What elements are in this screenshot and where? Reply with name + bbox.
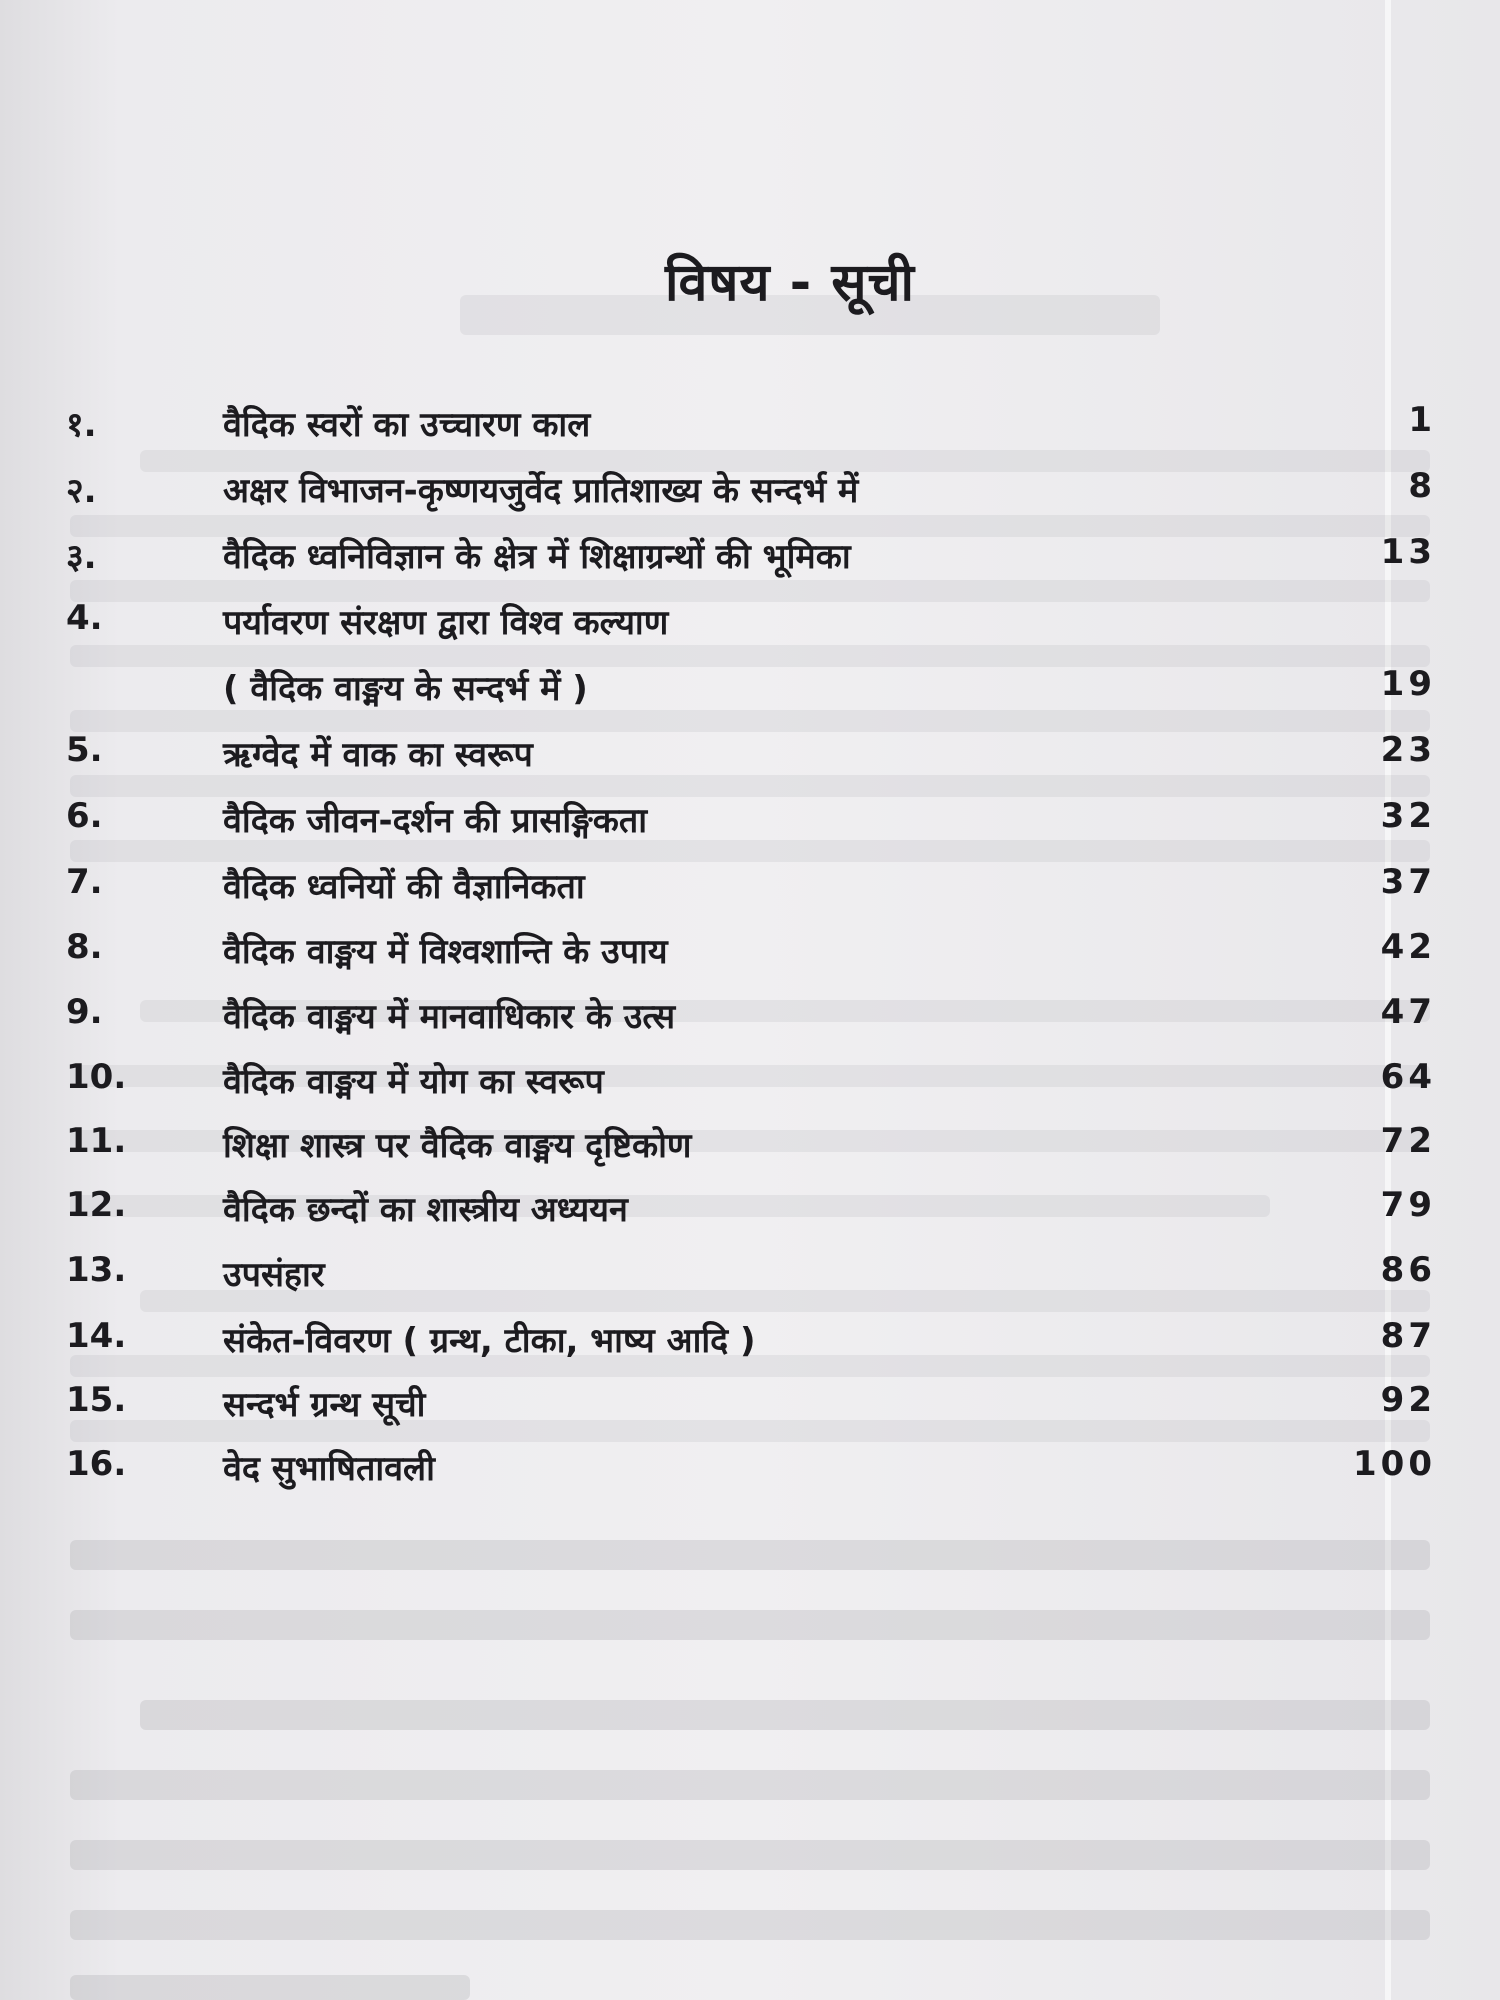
entry-number: 7. xyxy=(66,862,103,902)
entry-title: वैदिक ध्वनिविज्ञान के क्षेत्र में शिक्षाग्रन्थों की भूमिका xyxy=(223,537,851,577)
toc-entry xyxy=(66,598,1436,728)
entry-number: 10. xyxy=(66,1057,127,1097)
entry-page: 86 xyxy=(1380,1250,1436,1290)
entry-title: वेद सुभाषितावली xyxy=(223,1449,435,1489)
toc-entry xyxy=(66,1057,1436,1117)
entry-number: 12. xyxy=(66,1185,127,1225)
entry-page: 13 xyxy=(1380,532,1436,572)
toc-entry xyxy=(66,532,1436,592)
entry-title: वैदिक ध्वनियों की वैज्ञानिकता xyxy=(223,867,585,907)
toc-entry xyxy=(66,1250,1436,1310)
entry-number: 16. xyxy=(66,1444,127,1484)
toc-entry xyxy=(66,466,1436,526)
toc-entry xyxy=(66,1316,1436,1376)
entry-title: वैदिक वाङ्मय में मानवाधिकार के उत्स xyxy=(223,997,676,1037)
entry-title: सन्दर्भ ग्रन्थ सूची xyxy=(223,1385,426,1425)
entry-title: उपसंहार xyxy=(223,1255,325,1295)
entry-page: 47 xyxy=(1380,992,1436,1032)
bleed-through-text xyxy=(70,1840,1430,1870)
entry-page: 79 xyxy=(1380,1185,1436,1225)
toc-entry xyxy=(66,1380,1436,1440)
entry-page: 100 xyxy=(1353,1444,1436,1484)
toc-entry xyxy=(66,1444,1436,1504)
entry-page: 19 xyxy=(1380,664,1436,704)
toc-entry xyxy=(66,1121,1436,1181)
entry-page: 87 xyxy=(1380,1316,1436,1356)
toc-entry xyxy=(66,400,1436,460)
toc-entry xyxy=(66,862,1436,922)
entry-number: 8. xyxy=(66,927,103,967)
entry-number: १. xyxy=(66,405,97,445)
toc-entry xyxy=(66,1185,1436,1245)
entry-page: 8 xyxy=(1408,466,1436,506)
entry-number: 15. xyxy=(66,1380,127,1420)
toc-entry xyxy=(66,992,1436,1052)
entry-title: शिक्षा शास्त्र पर वैदिक वाङ्मय दृष्टिकोण xyxy=(223,1126,692,1166)
entry-page: 32 xyxy=(1380,796,1436,836)
entry-number: 6. xyxy=(66,796,103,836)
entry-number: 13. xyxy=(66,1250,127,1290)
entry-title: वैदिक स्वरों का उच्चारण काल xyxy=(223,405,591,445)
entry-page: 23 xyxy=(1380,730,1436,770)
entry-page: 1 xyxy=(1408,400,1436,440)
entry-number: 11. xyxy=(66,1121,127,1161)
entry-number: ३. xyxy=(66,537,97,577)
entry-title: अक्षर विभाजन-कृष्णयजुर्वेद प्रातिशाख्य के सन्दर्भ में xyxy=(223,471,859,511)
entry-number: 14. xyxy=(66,1316,127,1356)
entry-title: पर्यावरण संरक्षण द्वारा विश्व कल्याण xyxy=(223,603,669,643)
toc-entry xyxy=(66,927,1436,987)
entry-page: 42 xyxy=(1380,927,1436,967)
entry-page: 64 xyxy=(1380,1057,1436,1097)
entry-number: 5. xyxy=(66,730,103,770)
entry-title: वैदिक वाङ्मय में योग का स्वरूप xyxy=(223,1062,604,1102)
entry-title: वैदिक जीवन-दर्शन की प्रासङ्गिकता xyxy=(223,801,648,841)
bleed-through-text xyxy=(70,1540,1430,1570)
entry-page: 37 xyxy=(1380,862,1436,902)
entry-title: ऋग्वेद में वाक का स्वरूप xyxy=(223,735,533,775)
bleed-through-text xyxy=(70,1910,1430,1940)
entry-title: वैदिक छन्दों का शास्त्रीय अध्ययन xyxy=(223,1190,628,1230)
entry-page: 72 xyxy=(1380,1121,1436,1161)
bleed-through-text xyxy=(70,1610,1430,1640)
entry-number: 9. xyxy=(66,992,103,1032)
bleed-through-text xyxy=(70,1975,470,2000)
bleed-through-text xyxy=(70,1770,1430,1800)
bleed-through-text xyxy=(140,1700,1430,1730)
entry-title: वैदिक वाङ्मय में विश्वशान्ति के उपाय xyxy=(223,932,668,972)
entry-number: 4. xyxy=(66,598,103,638)
toc-entry xyxy=(66,730,1436,790)
toc-entry xyxy=(66,796,1436,856)
entry-number: २. xyxy=(66,471,97,511)
entry-subtitle: ( वैदिक वाङ्मय के सन्दर्भ में ) xyxy=(223,669,588,709)
entry-page: 92 xyxy=(1380,1380,1436,1420)
page-title: विषय - सूची xyxy=(664,253,916,313)
entry-title: संकेत-विवरण ( ग्रन्थ, टीका, भाष्य आदि ) xyxy=(223,1321,756,1361)
